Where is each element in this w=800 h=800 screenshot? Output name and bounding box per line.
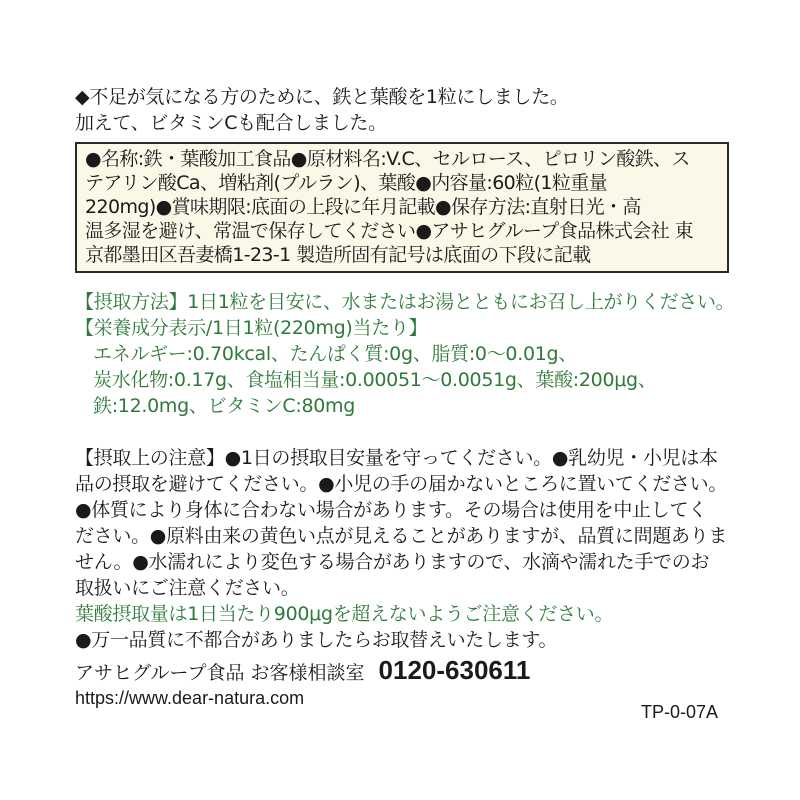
folic-acid-warning: 葉酸摂取量は1日当たり900μgを超えないようご注意ください。 [75,603,614,625]
nutrition-heading: 【栄養成分表示/1日1粒(220mg)当たり】 [75,317,428,339]
intake-section [75,289,735,419]
nutrition-line: 炭水化物:0.17g、食塩相当量:0.00051～0.0051g、葉酸:200μg、 [93,369,657,391]
phone-number: 0120-630611 [378,655,531,685]
product-code: TP-0-07A [640,702,718,722]
exchange-notice: ●万一品質に不都合がありましたらお取替えいたします。 [75,629,558,651]
contact-line [75,655,735,686]
intro-text [75,84,735,136]
cautions-section [75,445,735,653]
caution-line: 品の摂取を避けてください。●小児の手の届かないところに置いてください。 [75,473,728,495]
caution-line: ●体質により身体に合わない場合があります。その場合は使用を中止してく [75,499,707,521]
website-url: https://www.dear-natura.com [75,688,305,708]
caution-line: 取扱いにご注意ください。 [75,577,300,599]
product-info-line: 京都墨田区吾妻橋1-23-1 製造所固有記号は底面の下段に記載 [85,244,591,266]
intro-line: ◆不足が気になる方のために、鉄と葉酸を1粒にしました。 [75,86,569,108]
customer-service-label: アサヒグループ食品 お客様相談室 [75,662,365,684]
product-info-box [75,142,729,273]
product-info-line: 220mg)●賞味期限:底面の上段に年月記載●保存方法:直射日光・高 [85,196,641,218]
intake-method: 【摂取方法】1日1粒を目安に、水またはお湯とともにお召し上がりください。 [75,291,735,313]
product-label [75,84,735,709]
intro-line: 加えて、ビタミンCも配合しました。 [75,112,387,134]
product-info-line: テアリン酸Ca、増粘剤(プルラン)、葉酸●内容量:60粒(1粒重量 [85,172,608,194]
product-info-line: 温多湿を避け、常温で保存してください●アサヒグループ食品株式会社 東 [85,220,693,242]
product-info-line: ●名称:鉄・葉酸加工食品●原材料名:V.C、セルロース、ピロリン酸鉄、ス [85,148,690,170]
caution-line: ださい。●原料由来の黄色い点が見えることがありますが、品質に問題ありま [75,525,728,547]
nutrition-line: 鉄:12.0mg、ビタミンC:80mg [93,395,355,417]
nutrition-line: エネルギー:0.70kcal、たんぱく質:0g、脂質:0～0.01g、 [93,343,577,365]
caution-line: 【摂取上の注意】●1日の摂取目安量を守ってください。●乳幼児・小児は本 [75,447,718,469]
caution-line: せん。●水濡れにより変色する場合がありますので、水滴や濡れた手でのお [75,551,710,573]
